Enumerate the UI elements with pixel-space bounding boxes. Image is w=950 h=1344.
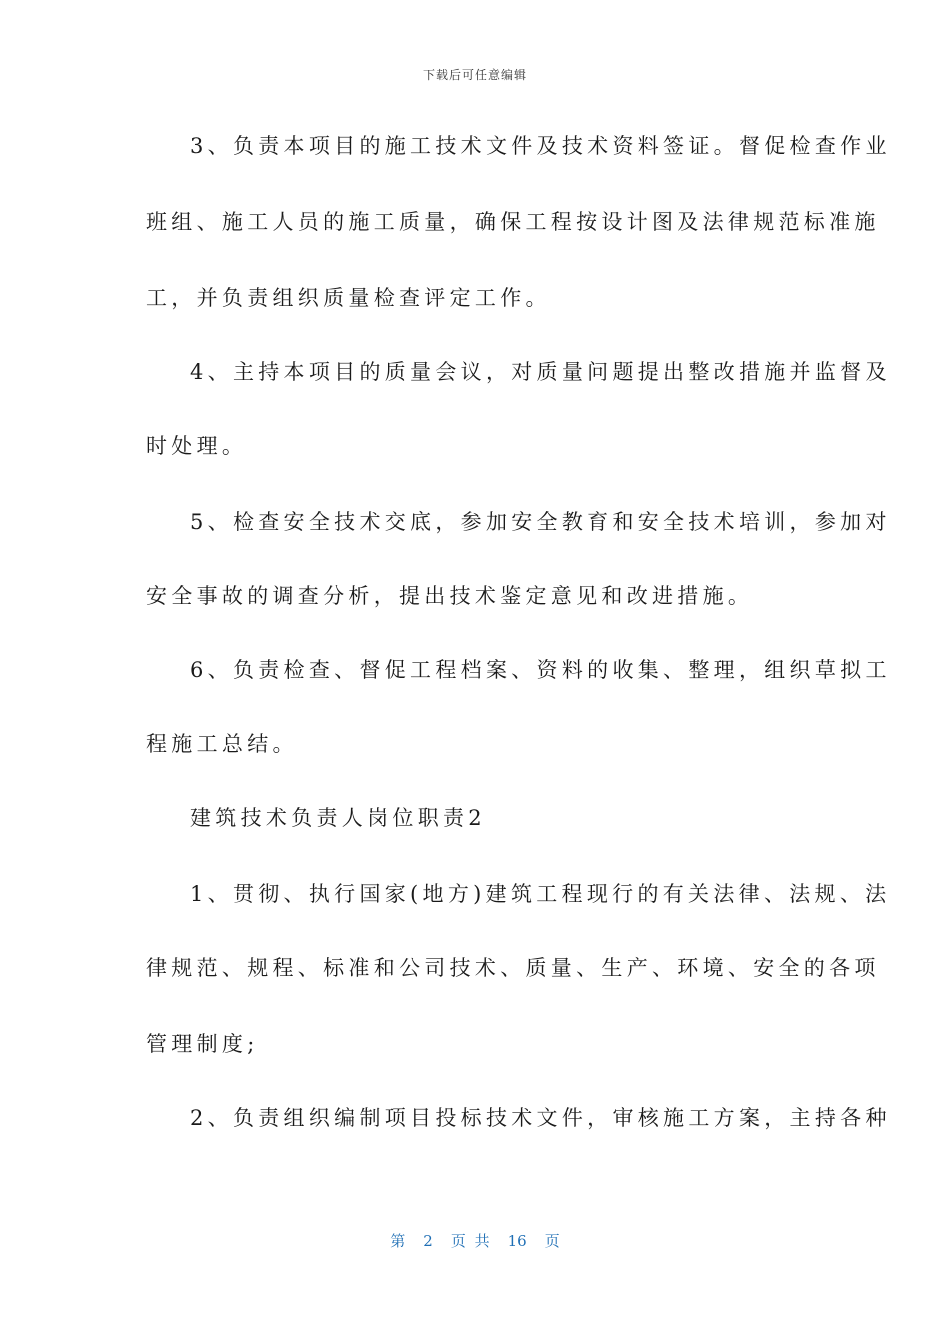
paragraph-line: 安全事故的调查分析，提出技术鉴定意见和改进措施。 xyxy=(146,584,754,608)
footer-prefix: 第 xyxy=(390,1232,406,1250)
section-heading: 建筑技术负责人岗位职责2 xyxy=(190,806,486,830)
paragraph-line: 工，并负责组织质量检查评定工作。 xyxy=(146,286,551,310)
paragraph-line: 时处理。 xyxy=(146,434,248,458)
header-note: 下载后可任意编辑 xyxy=(422,68,527,82)
page-footer xyxy=(0,1230,950,1251)
footer-middle: 页 共 xyxy=(450,1232,490,1250)
paragraph-line: 程施工总结。 xyxy=(146,732,298,756)
footer-suffix: 页 xyxy=(544,1232,560,1250)
paragraph-line: 班组、施工人员的施工质量，确保工程按设计图及法律规范标准施 xyxy=(146,210,880,234)
footer-page-number: 2 xyxy=(423,1232,433,1250)
paragraph-line: 4、主持本项目的质量会议，对质量问题提出整改措施并监督及 xyxy=(190,360,891,384)
paragraph-line: 律规范、规程、标准和公司技术、质量、生产、环境、安全的各项 xyxy=(146,956,880,980)
paragraph-line: 3、负责本项目的施工技术文件及技术资料签证。督促检查作业 xyxy=(190,134,891,158)
paragraph-line: 5、检查安全技术交底，参加安全教育和安全技术培训，参加对 xyxy=(190,510,891,534)
paragraph-line: 2、负责组织编制项目投标技术文件，审核施工方案，主持各种 xyxy=(190,1106,891,1130)
paragraph-line: 管理制度; xyxy=(146,1032,259,1056)
paragraph-line: 1、贯彻、执行国家(地方)建筑工程现行的有关法律、法规、法 xyxy=(190,882,891,906)
paragraph-line: 6、负责检查、督促工程档案、资料的收集、整理，组织草拟工 xyxy=(190,658,891,682)
footer-total-pages: 16 xyxy=(507,1232,527,1250)
